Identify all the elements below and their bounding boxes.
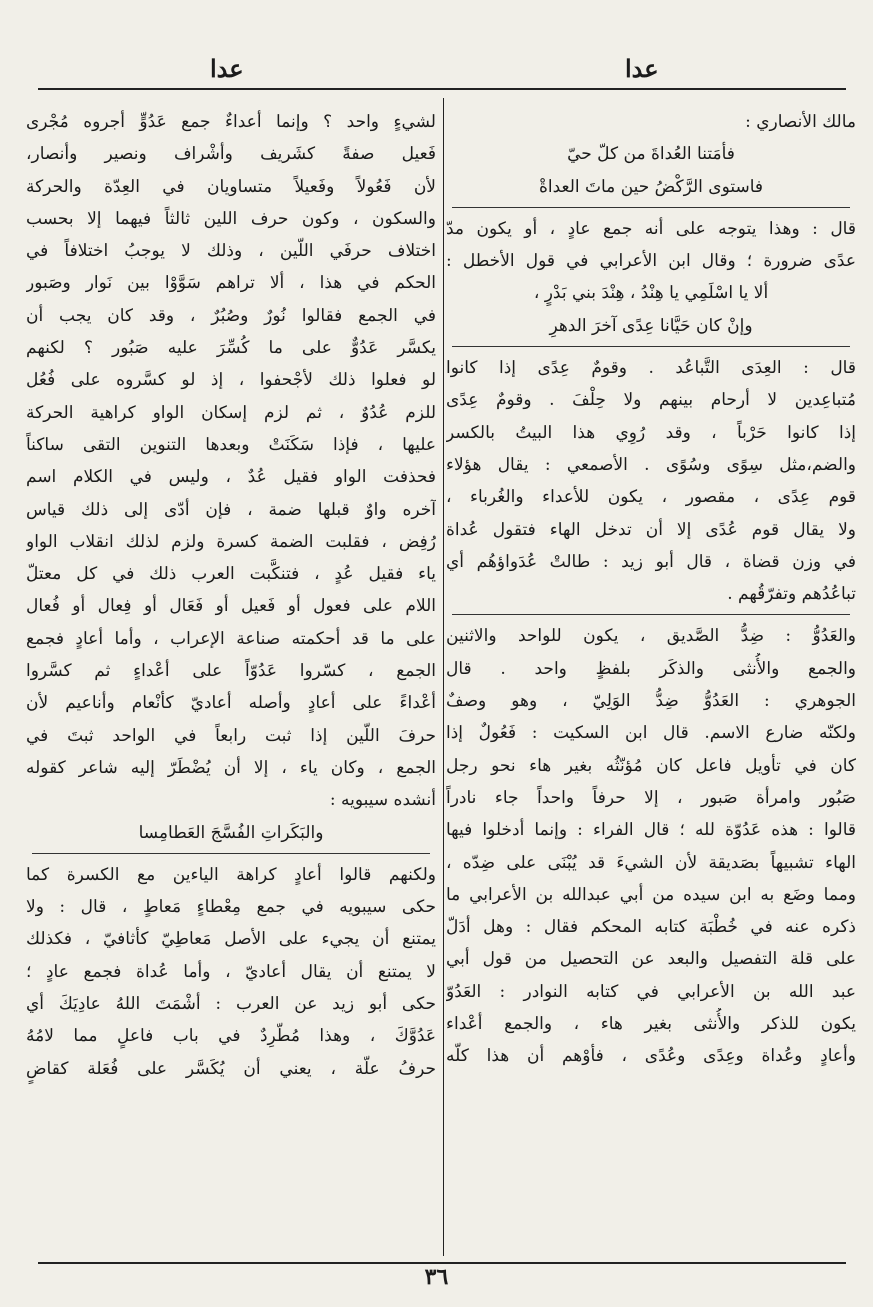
paragraph [446, 213, 856, 278]
text-line: على ما قد أحكمته صناعة الإعراب ، وأما أعادٍ فجمع [26, 628, 436, 649]
text-line: حكى أبو زيد عن العرب : أشْمَتَ اللهُ عادِيَكَ أي [26, 994, 436, 1015]
column-divider [443, 98, 444, 1256]
text-line: في وزن قضاة ، قال أبو زيد : طالتْ عُدَواؤهُم أي [446, 551, 856, 572]
text-line: يكسَّر عَدُوٌّ على ما كُسِّرَ عليه صَبُور ؟ لكنهم [26, 338, 436, 359]
text-line: الجمع ، وكان ياء ، إلا أن يُضْطَرّ إليه شاعر كقوله [26, 757, 436, 778]
text-line: للزم عُدُوٌ ، ثم لزم إسكان الواو كراهية الحركة [26, 402, 436, 423]
text-line: ولا يقال قوم عُدًى إلا أن تدخل الهاء فتقول عُداة [446, 519, 856, 540]
verse-line: والبَكَراتِ الفُسَّجَ العَطامِسا [138, 822, 324, 843]
text-line: وأعادٍ وعُداة وعِدًى وعُدًى ، فأوْهم أن هذا كلّه [446, 1046, 856, 1067]
text-line: كان في تأويل فاعل كان مُؤنّثُه بغير هاء نحو رجل [446, 755, 856, 776]
text-line: فَعيل صفةً كشَريف وأشْراف ونصير وأنصار، [26, 144, 436, 165]
text-line: ولكنهم قالوا أعادٍ كراهة الياءين مع الكسرة كما [26, 864, 436, 885]
left-column [26, 106, 436, 1085]
text-line: أعْداءً على أعادٍ وأصله أعاديّ كأنْعام وأناعيم لأن [26, 693, 436, 714]
text-line: حرفَ اللّين إذا ثبت رابعاً في الواحد ثبتَ في [26, 725, 436, 746]
text-line: في الجمع فقالوا نُورٌ وصُبُرٌ ، وقد كان يجب أن [26, 305, 436, 326]
text-line: والسكون ، وكون حرف اللين ثالثاً فيهما إلا بحسب [26, 208, 436, 229]
text-line: والضم،مثل سِوًى وسُوًى . الأصمعي : يقال هؤلاء [446, 454, 856, 475]
right-column [446, 106, 856, 1073]
text-line: لا يمتنع أن يقال أعاديّ ، وأما عُداة فجمع عادٍ ؛ [26, 961, 436, 982]
text-line: حكى سيبويه في جمع مِعْطاءٍ مَعاطٍ ، قال : ولا [26, 897, 436, 918]
text-line: الحكم في هذا ، ألا تراهم سَوَّوْا بين نَوار وصَبور [26, 273, 436, 294]
text-line: الجوهري : العَدُوُّ ضِدُّ الوَلِيّ ، وهو وصفٌ [446, 691, 856, 712]
text-line: يكون للذكر والأُنثى بغير هاء ، والجمع أعْداء [446, 1014, 856, 1035]
headword-right: عدا [625, 54, 659, 83]
text-line: اختلاف حرفَي اللّين ، وذلك لا يوجبُ اختلافاً في [26, 241, 436, 262]
text-line: عدًى ضرورة ؛ وقال ابن الأعرابي في قول الأخطل : [446, 251, 856, 272]
text-line: ياء فقيل عُدٍ ، فتنكَّبت العرب ذلك في كل معتلّ [26, 564, 436, 585]
text-line: آخره واوٌ قبلها ضمة ، فإن أدّى إلى ذلك قياس [26, 499, 436, 520]
text-line: مُتباعِدين لا أرحام بينهم ولا حِلْفَ . وقومٌ عِدًى [446, 390, 856, 411]
text-line: اللام على فعول أو فَعيل أو فَعَال أو فِعال أو فُعال [26, 596, 436, 617]
text-line: عليها ، فإذا سَكَنَتْ وبعدها التنوين التقى ساكناً [26, 434, 436, 455]
verse-line: فاستوى الرَّكْضُ حين ماتَ العداةْ [538, 176, 764, 197]
text-line: إذا كانوا حَرْباً ، وقد رُوِي هذا البيتُ بالكسر [446, 422, 856, 443]
text-line: ومما وضَع به ابن سيده من أبي عبدالله بن الأعرابي ما [446, 884, 856, 905]
text-line: لأن فَعُولاً وفَعيلاً متساويان في العِدّة والحركة [26, 176, 436, 197]
text-line: والجمع والأُنثى والذكَر بلفظٍ واحد . قال [446, 658, 856, 679]
text-line: لشيءٍ واحد ؟ وإنما أعداءٌ جمع عَدُوٍّ أجروه مُجْرى [26, 112, 436, 132]
section-separator [446, 610, 856, 620]
text-line: قال : وهذا يتوجه على أنه جمع عادٍ ، أو يكون مدّ [446, 218, 856, 239]
text-line: رُفِض ، فقلبت الضمة كسرة ولزم لذلك انقلاب الواو [26, 531, 436, 552]
text-line: تباعُدُهم وتفرّقُهم . [727, 584, 856, 605]
text-line: لو فعلوا ذلك لأجْحفوا ، إذ لو كسَّروه على فُعُل [26, 370, 436, 391]
text-line: ذكره عنه في خُطْبَة كتابه المحكم فقال : وهل أدَلّ [446, 917, 856, 938]
paragraph [446, 620, 856, 1072]
verse-line: وإنْ كان حَيَّانا عِدًى آخرَ الدهرِ [549, 315, 753, 336]
section-separator [26, 849, 436, 859]
text-line: قوم عِدًى ، مقصور ، يكون للأعداء والغُرباء ، [446, 487, 856, 508]
text-line: فحذفت الواو فقيل عُدٌ ، وليس في الكلام اسم [26, 467, 436, 488]
verse-line: فأمَتنا العُداةَ من كلّ حيّ [567, 144, 735, 165]
header-rule [38, 88, 846, 90]
text-line: قال : العِدَى التَّباعُد . وقومٌ عِدًى إذا كانوا [446, 358, 856, 379]
text-line: حرفُ علّة ، يعني أن يُكَسَّر على فُعَلة كقاضٍ [26, 1058, 436, 1079]
text-line: أنشده سيبويه : [329, 790, 436, 811]
headword-left: عدا [210, 54, 244, 83]
text-line: قالوا : هذه عَدُوّة لله ؛ قال الفراء : وإنما أدخلوا فيها [446, 820, 856, 841]
paragraph [446, 352, 856, 610]
paragraph [26, 859, 436, 1085]
text-line: على قلة التفصيل والبعد عن التحصيل من قول أبي [446, 949, 856, 970]
verse-line: ألا يا اسْلَمِي يا هِنْدُ ، هِنْدَ بني بَدْرٍ ، [533, 283, 769, 304]
text-line: يمتنع أن يجيء على الأصل مَعاطِيّ كأثافيّ ، فكذلك [26, 929, 436, 950]
text-line: صَبُور وامرأة صَبور ، إلا حرفاً واحداً جاء نادراً [446, 787, 856, 808]
paragraph [26, 106, 436, 817]
text-line: عَدُوَّكَ ، وهذا مُطّرِدٌ في باب فاعلٍ مما لامُهُ [26, 1026, 436, 1047]
text-line: الهاء تشبيهاً بصَديقة لأن الشيءَ قد يُبْنَى على ضِدّه ، [446, 852, 856, 873]
page-number: ٣٦ [424, 1264, 449, 1290]
text-line: والعَدُوُّ : ضِدُّ الصَّديق ، يكون للواحد والاثنين [446, 626, 856, 647]
section-separator [446, 203, 856, 213]
text-line: ولكنّه ضارع الاسم. قال ابن السكيت : فَعُولٌ إذا [446, 723, 856, 744]
text-line: عبد الله بن الأعرابي في كتابه النوادر : العَدُوّ [446, 981, 856, 1002]
intro-line: مالك الأنصاري : [745, 112, 856, 132]
text-line: الجمع ، كسّروا عَدُوّاً على أعْداءٍ ثم كسَّروا [26, 661, 436, 682]
section-separator [446, 342, 856, 352]
